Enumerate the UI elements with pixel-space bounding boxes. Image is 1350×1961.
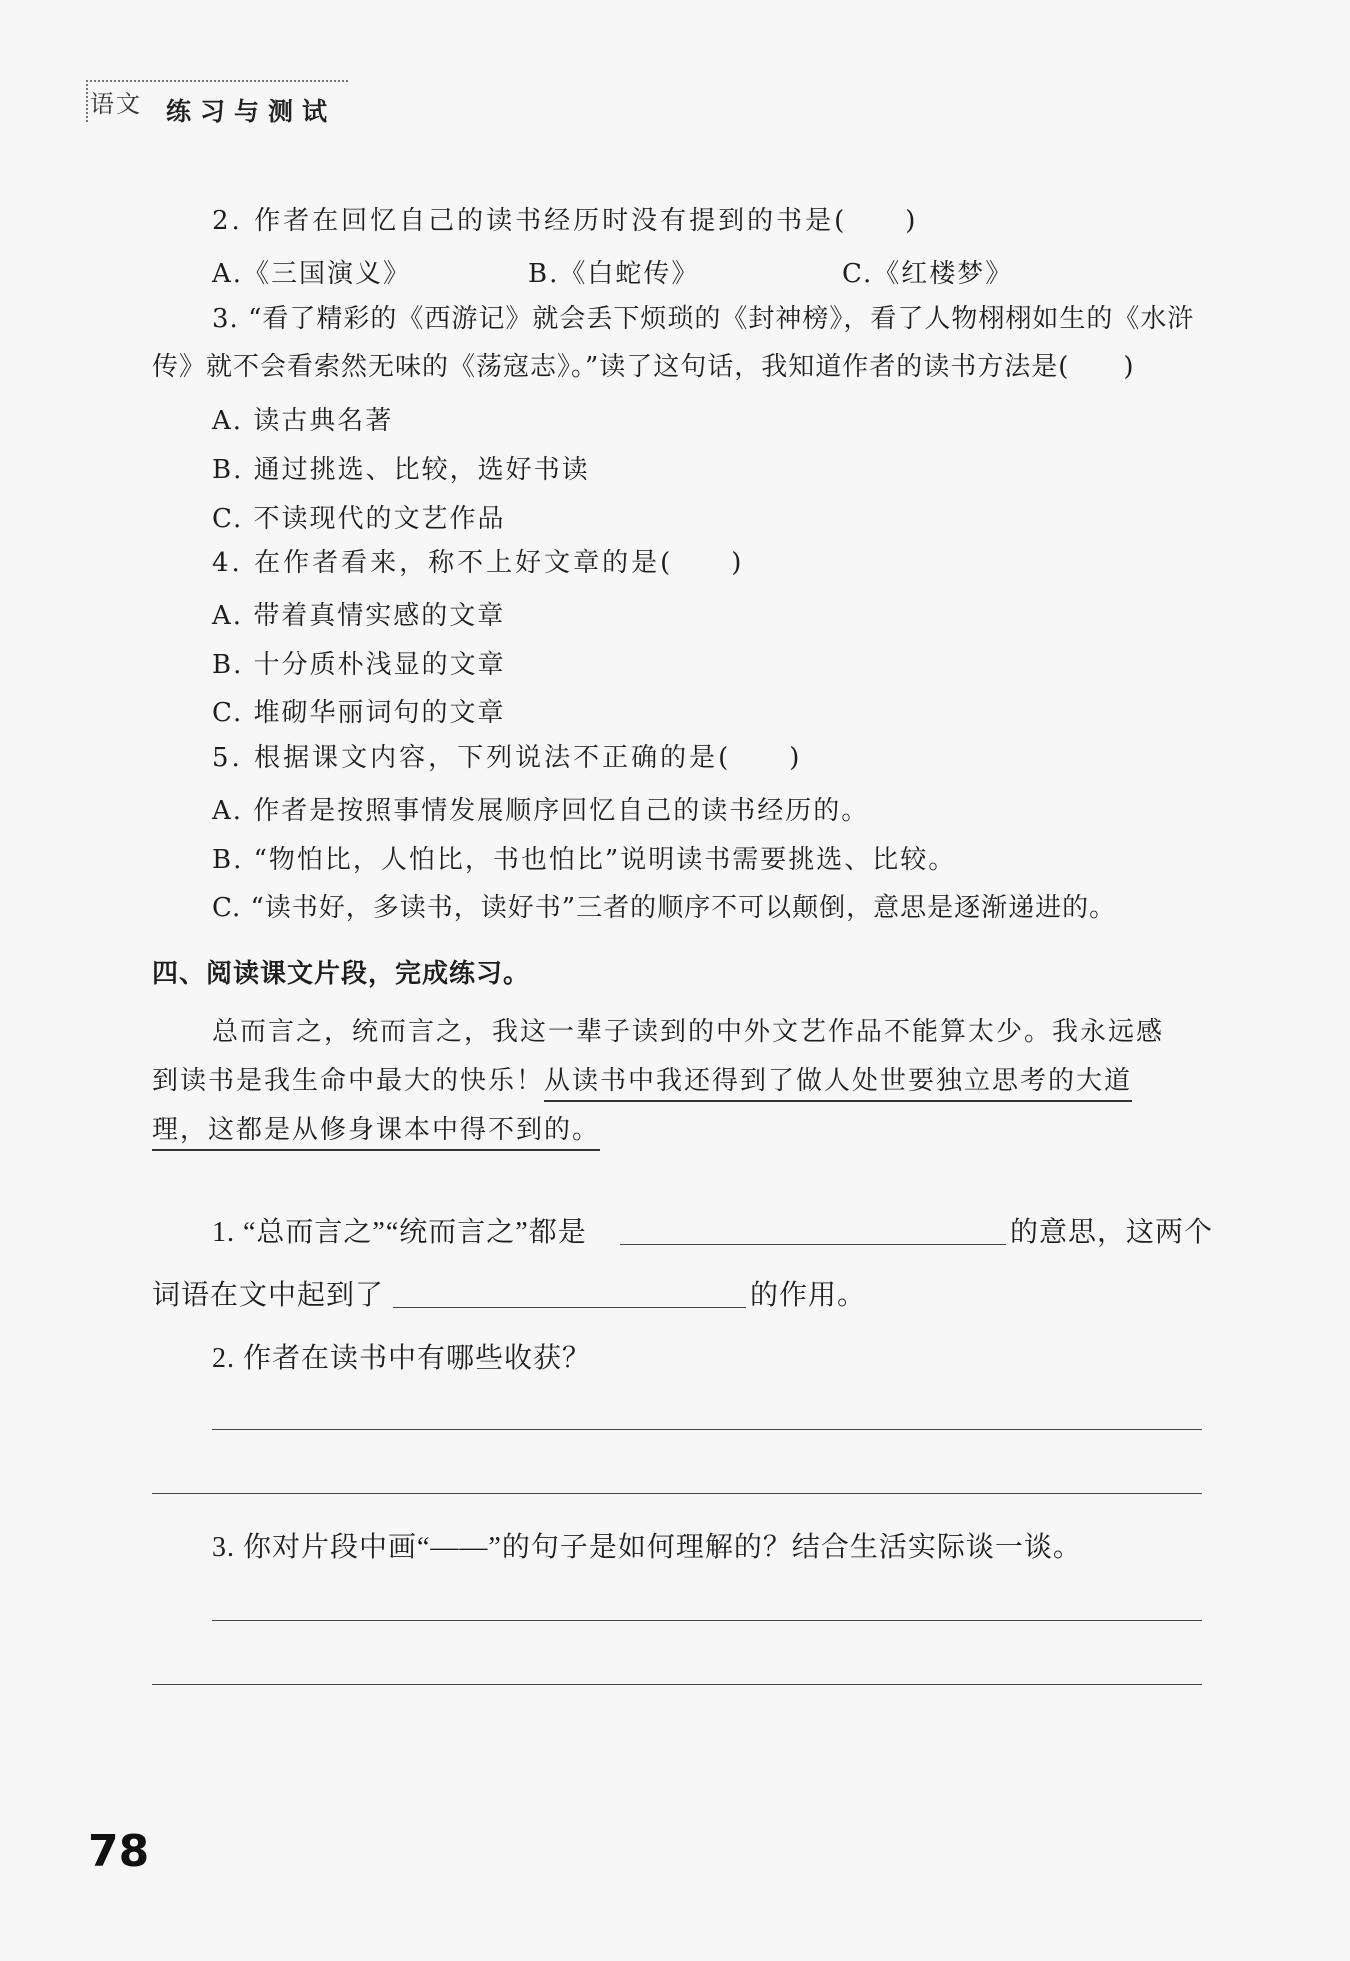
q3-option-c: C. 不读现代的文艺作品 [212,504,506,534]
q2-option-b: B.《白蛇传》 [528,259,700,289]
passage-line2-plain: 到读书是我生命中最大的快乐！ [152,1066,545,1096]
q3-stem-line2: 传》就不会看索然无味的《荡寇志》。”读了这句话，我知道作者的读书方法是( ) [152,352,1135,382]
q4-option-c: C. 堆砌华丽词句的文章 [212,698,506,728]
q3-option-a: A. 读古典名著 [212,406,394,436]
passage-line1: 总而言之，统而言之，我这一辈子读到的中外文艺作品不能算太少。我永远感 [212,1017,1165,1047]
passage-underlined-sentence-part2: 理，这都是从修身课本中得不到的。 [152,1115,600,1151]
q5-stem: 5. 根据课文内容，下列说法不正确的是( ) [212,743,803,773]
header-subject: 语文 [90,90,142,118]
passage-underlined-sentence-part1: 从读书中我还得到了做人处世要独立思考的大道 [544,1066,1132,1102]
q5-option-c: C. “读书好，多读书，读好书”三者的顺序不可以颠倒，意思是逐渐递进的。 [212,893,1117,923]
q4-option-b: B. 十分质朴浅显的文章 [212,650,506,680]
s4-q3-answer-line-2[interactable] [152,1684,1202,1685]
s4-q1-part1: 1. “总而言之”“统而言之”都是 [212,1217,587,1248]
q5-option-a: A. 作者是按照事情发展顺序回忆自己的读书经历的。 [212,796,870,826]
passage-line2 [152,1064,1132,1098]
s4-q3-stem: 3. 你对片段中画“——”的句子是如何理解的？结合生活实际谈一谈。 [212,1532,1082,1563]
q5-option-b: B. “物怕比，人怕比，书也怕比”说明读书需要挑选、比较。 [212,845,957,875]
s4-q2-answer-line-1[interactable] [212,1429,1202,1430]
s4-q1-answer-blank-2[interactable] [393,1307,746,1308]
q2-stem: 2. 作者在回忆自己的读书经历时没有提到的书是( ) [212,206,919,236]
s4-q2-stem: 2. 作者在读书中有哪些收获？ [212,1343,592,1374]
q3-stem-line1: 3. “看了精彩的《西游记》就会丢下烦琐的《封神榜》，看了人物栩栩如生的《水浒 [212,304,1195,334]
s4-q1-answer-blank-1[interactable] [620,1244,1006,1245]
page-number: 78 [88,1826,150,1877]
passage-line3 [152,1113,600,1147]
q4-option-a: A. 带着真情实感的文章 [212,601,506,631]
q4-stem: 4. 在作者看来，称不上好文章的是( ) [212,548,745,578]
s4-q2-answer-line-2[interactable] [152,1493,1202,1494]
header-title: 练习与测试 [166,97,337,126]
q2-option-a: A.《三国演义》 [212,259,412,289]
s4-q3-answer-line-1[interactable] [212,1620,1202,1621]
s4-q1-part4: 的作用。 [750,1280,867,1311]
section4-heading: 四、阅读课文片段，完成练习。 [152,959,531,989]
q2-option-c: C.《红楼梦》 [842,259,1014,289]
s4-q1-part2: 的意思，这两个 [1010,1217,1214,1248]
q3-option-b: B. 通过挑选、比较，选好书读 [212,455,590,485]
s4-q1-part3: 词语在文中起到了 [152,1280,385,1311]
